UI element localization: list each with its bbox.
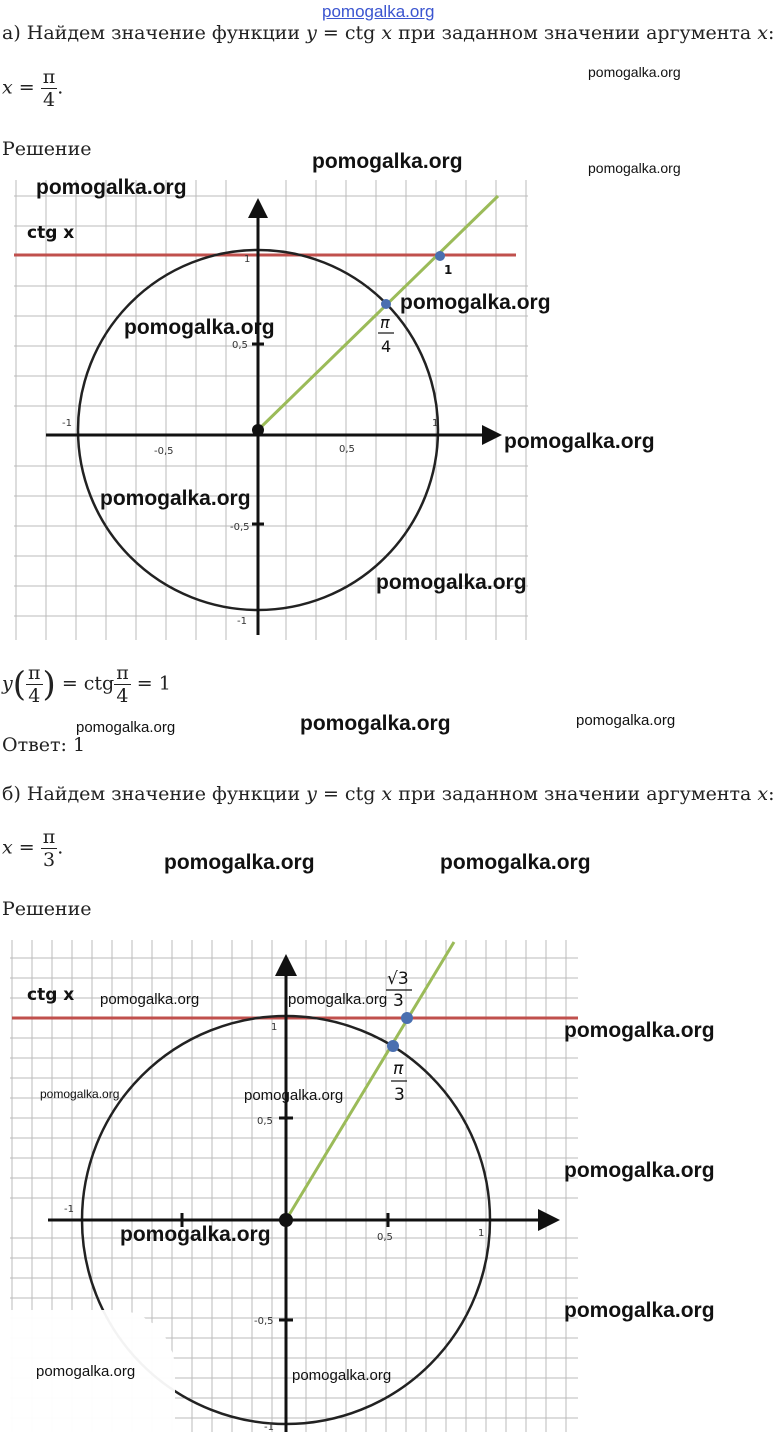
part-a-given-x: x [2,76,13,99]
ctg-point-den-b: 3 [393,991,404,1011]
part-a-ctg: ctg [344,22,376,44]
watermark: pomogalka.org [576,712,676,729]
part-b-ctg: ctg [344,783,376,805]
part-b-func-x: x [381,783,393,805]
part-a-given-den: 4 [42,89,56,111]
watermark: pomogalka.org [312,150,463,173]
watermark: pomogalka.org [124,316,275,339]
watermark: pomogalka.org [292,1367,392,1384]
x-axis-arrow-b [538,1209,560,1231]
part-b-func-y: y [306,783,317,805]
angle-num-b: π [393,1059,404,1079]
part-a-given-fraction [41,66,58,111]
watermark: pomogalka.org [288,991,388,1008]
watermark: pomogalka.org [564,1019,715,1042]
origin-point-a [252,424,264,436]
part-a-result-arg [26,662,43,707]
tick-y-1-b: 1 [271,1022,278,1033]
ctg-point-b [401,1012,413,1024]
watermark: pomogalka.org [588,64,681,80]
part-b-given-eq: = [18,836,35,859]
top-watermark-link[interactable]: pomogalka.org [322,2,435,21]
tick-x-05-b: 0,5 [377,1232,393,1243]
watermark: pomogalka.org [564,1299,715,1322]
part-a-result-end: = 1 [136,672,171,695]
ctg-point-num-b: √3 [387,969,409,989]
tick-y-1-a: 1 [244,254,251,265]
part-b-colon: : [768,783,775,805]
watermark: pomogalka.org [120,1223,271,1246]
angle-point-a [381,299,391,309]
part-a-solution-label: Решение [2,138,92,160]
origin-point-b [279,1213,293,1227]
part-b-given-num: π [42,826,56,848]
part-a-intro-tail: при заданном значении аргумента [398,22,752,44]
part-a-colon: : [768,22,775,44]
watermark: pomogalka.org [100,991,200,1008]
part-b-given-x: x [2,836,13,859]
angle-den-a: 4 [381,337,392,356]
watermark: pomogalka.org [100,487,251,510]
watermark: pomogalka.org [504,430,655,453]
part-b-intro: б) Найдем значение функции [2,783,301,805]
watermark: pomogalka.org [376,571,527,594]
tick-y-05-b: 0,5 [257,1116,273,1127]
part-a-result: y( $\frac{\pi}{4}$ ) = ctg $\frac{\pi}{4}$ = 1 [2,662,171,707]
part-a-result-y: y [2,672,13,695]
part-b-statement [2,783,775,805]
part-b-given-fraction [41,826,58,871]
part-a-arg-x: x [757,22,769,44]
part-a-eq: = [322,22,339,44]
tick-y-neg1-a: -1 [237,616,247,627]
watermark: pomogalka.org [36,176,187,199]
watermark: pomogalka.org [244,1087,344,1104]
watermark: pomogalka.org [400,291,551,314]
ctg-axis-title-a: ctg x [27,223,75,243]
part-a-statement [2,22,774,44]
x-axis-arrow-a [482,425,502,445]
part-b-intro-tail: при заданном значении аргумента [398,783,752,805]
part-a-func-x: x [381,22,393,44]
part-a-intro: а) Найдем значение функции [2,22,301,44]
watermark: pomogalka.org [300,712,451,735]
tick-x-neg1-b: -1 [64,1204,74,1215]
angle-den-b: 3 [394,1085,405,1105]
watermark: pomogalka.org [40,1087,120,1101]
part-b-given [2,826,63,871]
part-a-result-num: π [28,662,41,684]
tick-y-neg05-b: -0,5 [254,1316,274,1327]
part-a-result-den2: 4 [116,685,129,707]
angle-num-a: π [380,313,390,332]
tick-x-neg05-a: -0,5 [154,446,174,457]
part-a-given-period: . [57,76,64,99]
watermark: pomogalka.org [76,719,176,736]
tick-y-neg05-a: -0,5 [230,522,250,533]
ctg-point-label-a: 1 [444,263,453,277]
part-a-given-eq: = [18,76,35,99]
part-a-result-fraction2 [114,662,131,707]
part-a-answer: Ответ: 1 [2,734,86,756]
part-b-eq: = [322,783,339,805]
watermark: pomogalka.org [564,1159,715,1182]
part-b-arg-x: x [757,783,769,805]
y-axis-arrow-b [275,954,297,976]
part-a-given-num: π [42,66,56,88]
ctg-point-a [435,251,445,261]
watermark: pomogalka.org [36,1363,136,1380]
part-b-given-period: . [57,836,64,859]
watermark: pomogalka.org [164,851,315,874]
tick-x-05-a: 0,5 [339,444,355,455]
part-a-result-rhs: = ctg [61,672,115,695]
part-a-result-den: 4 [28,685,41,707]
tick-x-neg1-a: -1 [62,418,72,429]
part-b-given-den: 3 [42,849,56,871]
tick-x-1-a: 1 [432,418,439,429]
part-b-solution-label: Решение [2,898,92,920]
tick-y-05-a: 0,5 [232,340,248,351]
watermark: pomogalka.org [440,851,591,874]
part-a-given [2,66,63,111]
y-axis-arrow-a [248,198,268,218]
tick-y-neg1-b: -1 [264,1422,274,1432]
watermark: pomogalka.org [588,160,681,176]
tick-x-1-b: 1 [478,1228,485,1239]
angle-point-b [387,1040,399,1052]
part-a-func-y: y [306,22,317,44]
part-a-result-num2: π [116,662,129,684]
ctg-axis-title-b: ctg x [27,985,75,1005]
